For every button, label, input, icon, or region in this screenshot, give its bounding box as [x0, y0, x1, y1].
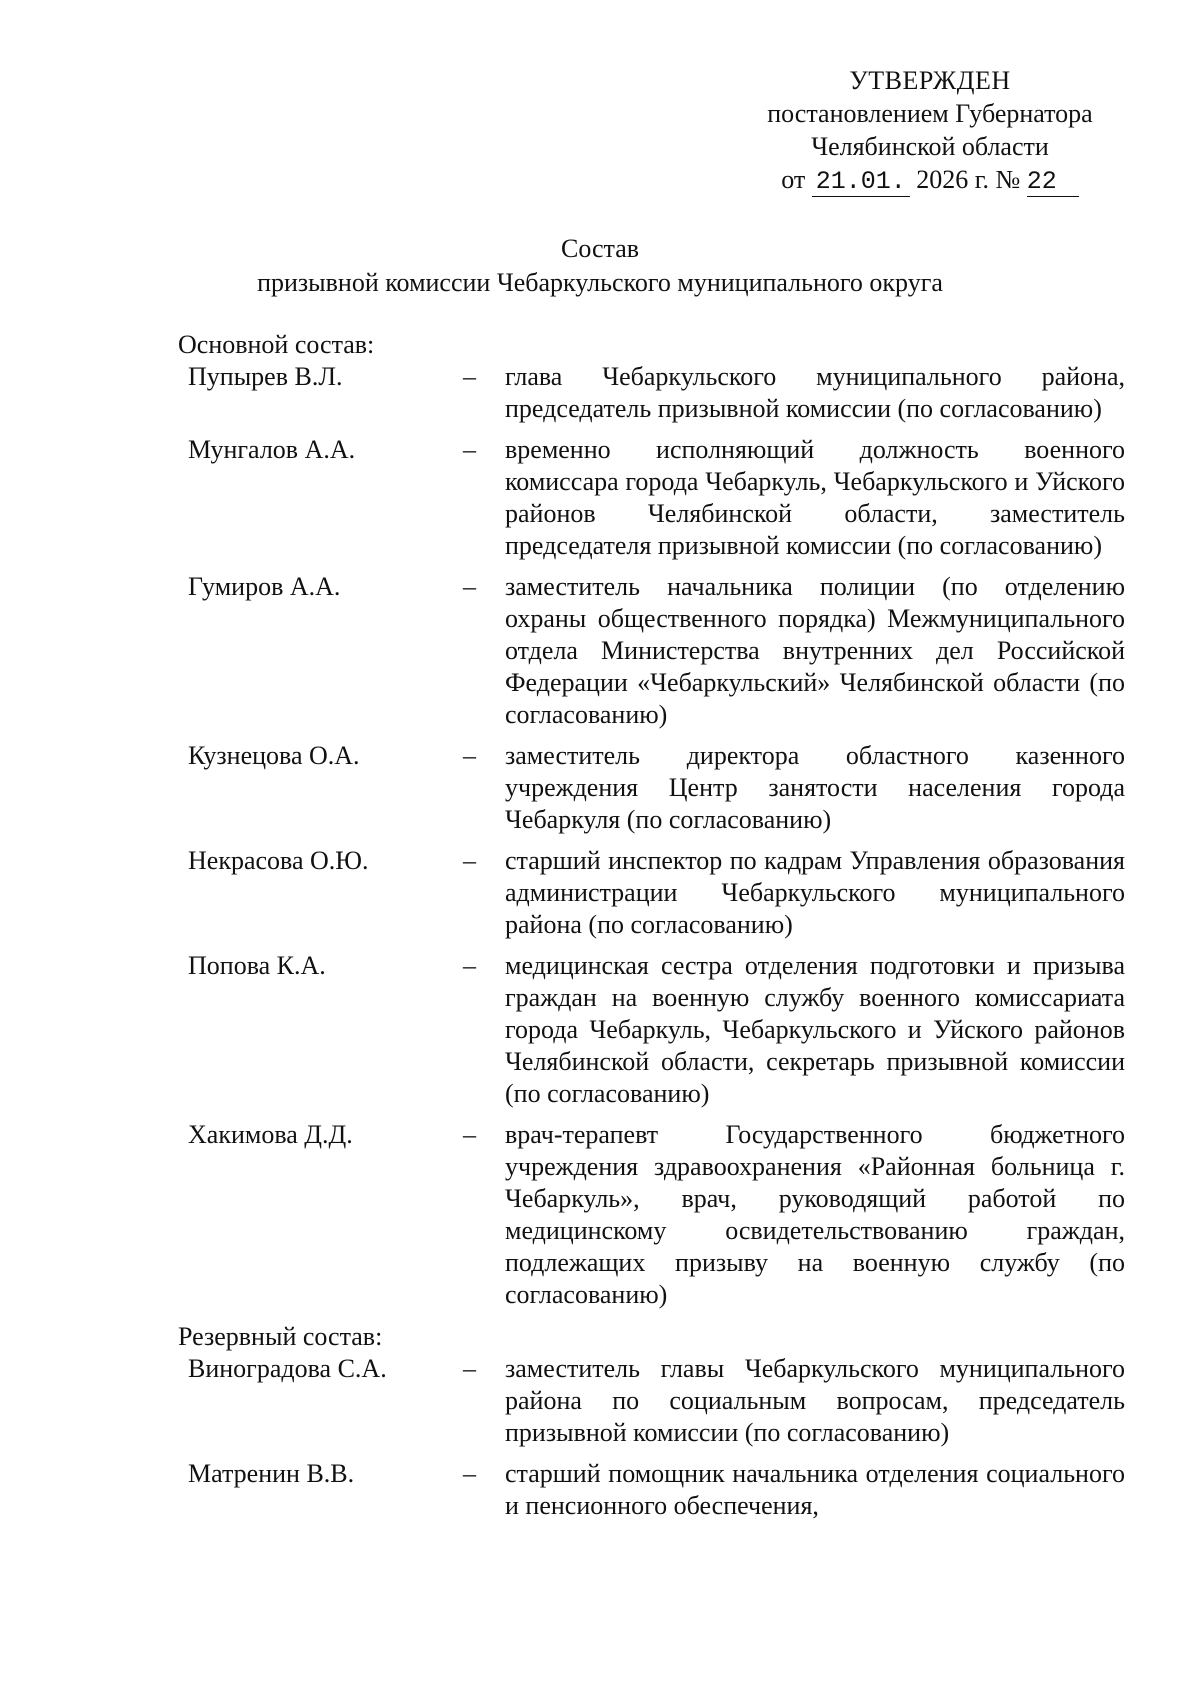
main-members-list [178, 361, 1128, 1311]
approval-from: от [781, 165, 806, 194]
member-dash: – [463, 741, 476, 770]
member-dash: – [463, 951, 476, 980]
member-position: глава Чебаркульского муниципального района, председатель призывной комиссии (по согласованию) [505, 362, 1125, 423]
approval-block [740, 64, 1120, 197]
reserve-section-label: Резервный состав: [178, 1322, 383, 1351]
member-position: заместитель начальника полиции (по отделению охраны общественного порядка) Межмуниципального отдела Министерства внутренних дел Российской Федерации «Чебаркульский» Челябинской области (по согласованию) [505, 572, 1125, 729]
title-line-1: Состав [560, 234, 640, 263]
main-section-label: Основной состав: [178, 330, 375, 359]
member-name: Попова К.А. [188, 951, 326, 980]
member-row [178, 571, 1128, 731]
member-position: старший инспектор по кадрам Управления образования администрации Чебаркульского муниципального района (по согласованию) [505, 846, 1125, 939]
member-name: Пупырев В.Л. [188, 362, 343, 391]
approval-year: 2026 г. № [916, 165, 1021, 194]
member-name: Виноградова С.А. [188, 1354, 387, 1383]
member-position: заместитель главы Чебаркульского муниципального района по социальным вопросам, председатель призывной комиссии (по согласованию) [505, 1354, 1125, 1447]
member-row [178, 740, 1128, 836]
member-dash: – [463, 1120, 476, 1149]
member-dash: – [463, 572, 476, 601]
member-row [178, 1353, 1128, 1449]
member-dash: – [463, 362, 476, 391]
approved-heading: УТВЕРЖДЕН [849, 66, 1011, 95]
member-position: старший помощник начальника отделения социального и пенсионного обеспечения, [505, 1459, 1125, 1520]
member-position: временно исполняющий должность военного комиссара города Чебаркуль, Чебаркульского и Уйского районов Челябинской области, заместитель председателя призывной комиссии (по согласованию) [505, 435, 1125, 560]
approval-date: 21.01. [812, 168, 910, 197]
member-name: Хакимова Д.Д. [188, 1120, 353, 1149]
commission-content [178, 328, 1128, 1531]
member-row [178, 950, 1128, 1110]
member-row [178, 1119, 1128, 1311]
member-row [178, 434, 1128, 562]
member-position: заместитель директора областного казенного учреждения Центр занятости населения города Чебаркуля (по согласованию) [505, 741, 1125, 834]
member-name: Гумиров А.А. [188, 572, 341, 601]
member-dash: – [463, 435, 476, 464]
member-dash: – [463, 1354, 476, 1383]
member-name: Мунгалов А.А. [188, 435, 356, 464]
approval-line-2: Челябинской области [811, 132, 1049, 161]
member-row [178, 845, 1128, 941]
approval-date-line [740, 163, 1120, 197]
reserve-members-list [178, 1353, 1128, 1522]
member-position: врач-терапевт Государственного бюджетного учреждения здравоохранения «Районная больница г. Чебаркуль», врач, руководящий работой по медицинскому освидетельствованию граждан, подлежащих призыву на военную службу (по согласованию) [505, 1120, 1125, 1309]
member-name: Матренин В.В. [188, 1459, 355, 1488]
approval-number: 22 [1027, 168, 1079, 197]
member-row [178, 1458, 1128, 1522]
member-row [178, 361, 1128, 425]
title-line-2: призывной комиссии Чебаркульского муниципального округа [257, 268, 943, 297]
member-name: Кузнецова О.А. [188, 741, 360, 770]
document-title [0, 232, 1200, 300]
member-dash: – [463, 1459, 476, 1488]
member-position: медицинская сестра отделения подготовки и призыва граждан на военную службу военного комиссариата города Чебаркуль, Чебаркульского и Уйского районов Челябинской области, секретарь призывной комиссии (по согласованию) [505, 951, 1125, 1108]
member-dash: – [463, 846, 476, 875]
member-name: Некрасова О.Ю. [188, 846, 369, 875]
approval-line-1: постановлением Губернатора [767, 99, 1093, 128]
